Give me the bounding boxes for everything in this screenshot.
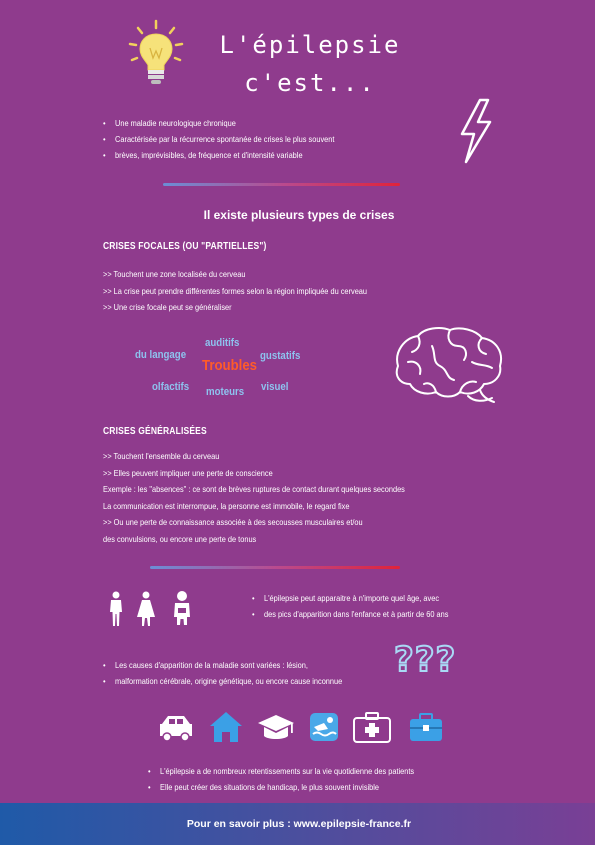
brain-icon	[388, 322, 508, 408]
car-icon	[160, 716, 192, 741]
word-moteurs: moteurs	[206, 386, 245, 398]
age-bullet	[252, 590, 448, 622]
impact-bullets	[148, 763, 414, 795]
list-item: • Elle peut créer des situations de handicap, le plus souvent invisible	[148, 779, 414, 795]
page-title	[210, 26, 410, 102]
word-du-langage: du langage	[135, 349, 187, 361]
list-item: La communication est interrompue, la personne est immobile, le regard fixe	[103, 500, 350, 511]
list-item: >> Touchent l'ensemble du cerveau	[103, 451, 220, 461]
footer-link[interactable]: Pour en savoir plus : www.epilepsie-france.fr	[186, 818, 412, 830]
briefcase-icon	[410, 714, 442, 741]
list-item: >> Ou une perte de connaissance associée à des secousses musculaires et/ou	[103, 517, 363, 527]
list-item: • des pics d'apparition dans l'enfance et à partir de 60 ans	[252, 606, 448, 622]
word-visuel: visuel	[261, 381, 289, 393]
generalized-lines	[103, 448, 405, 547]
house-icon	[210, 712, 242, 742]
gradient-divider	[150, 566, 400, 569]
list-item: • brèves, imprévisibles, de fréquence et d'intensité variable	[103, 147, 334, 163]
list-item: • Une maladie neurologique chronique	[103, 115, 334, 131]
focal-heading: CRISES FOCALES (OU "PARTIELLES")	[103, 241, 267, 252]
list-item: >> La crise peut prendre différentes formes selon la région impliquée du cerveau	[103, 285, 368, 296]
title-line-2: c'est...	[244, 69, 376, 97]
list-item: • L'épilepsie a de nombreux retentissements sur la vie quotidienne des patients	[148, 763, 414, 779]
list-item: des convulsions, ou encore une perte de tonus	[103, 533, 257, 544]
intro-bullets	[103, 115, 334, 163]
lightning-bolt-icon	[458, 98, 494, 164]
focal-lines	[103, 266, 367, 316]
types-heading: Il existe plusieurs types de crises	[203, 208, 395, 222]
list-item: • malformation cérébrale, origine génétique, ou encore cause inconnue	[103, 673, 342, 689]
causes-bullet	[103, 657, 342, 689]
generalized-heading: CRISES GÉNÉRALISÉES	[103, 426, 207, 437]
gradient-divider	[163, 183, 400, 186]
light-bulb-icon	[126, 18, 186, 88]
list-item: • L'épilepsie peut apparaitre à n'importe quel âge, avec	[252, 590, 448, 606]
list-item: • Caractérisée par la récurrence spontanée de crises le plus souvent	[103, 131, 334, 147]
word-olfactifs: olfactifs	[152, 381, 190, 393]
daily-life-icons	[158, 710, 448, 744]
first-aid-kit-icon	[354, 713, 390, 742]
word-gustatifs: gustatifs	[260, 350, 301, 362]
swimming-icon	[310, 713, 338, 741]
question-marks-icon: ???	[394, 640, 457, 680]
word-troubles: Troubles	[202, 357, 258, 374]
word-auditifs: auditifs	[205, 337, 240, 349]
list-item: Exemple : les "absences" : ce sont de brèves ruptures de contact durant quelques secondes	[103, 484, 405, 494]
title-line-1: L'épilepsie	[219, 31, 401, 59]
people-ages-icon	[104, 591, 200, 627]
graduation-cap-icon	[258, 715, 294, 739]
list-item: >> Touchent une zone localisée du cerveau	[103, 269, 246, 279]
list-item: >> Elles peuvent impliquer une perte de conscience	[103, 467, 273, 478]
list-item: • Les causes d'apparition de la maladie sont variées : lésion,	[103, 657, 342, 673]
list-item: >> Une crise focale peut se généraliser	[103, 302, 232, 312]
